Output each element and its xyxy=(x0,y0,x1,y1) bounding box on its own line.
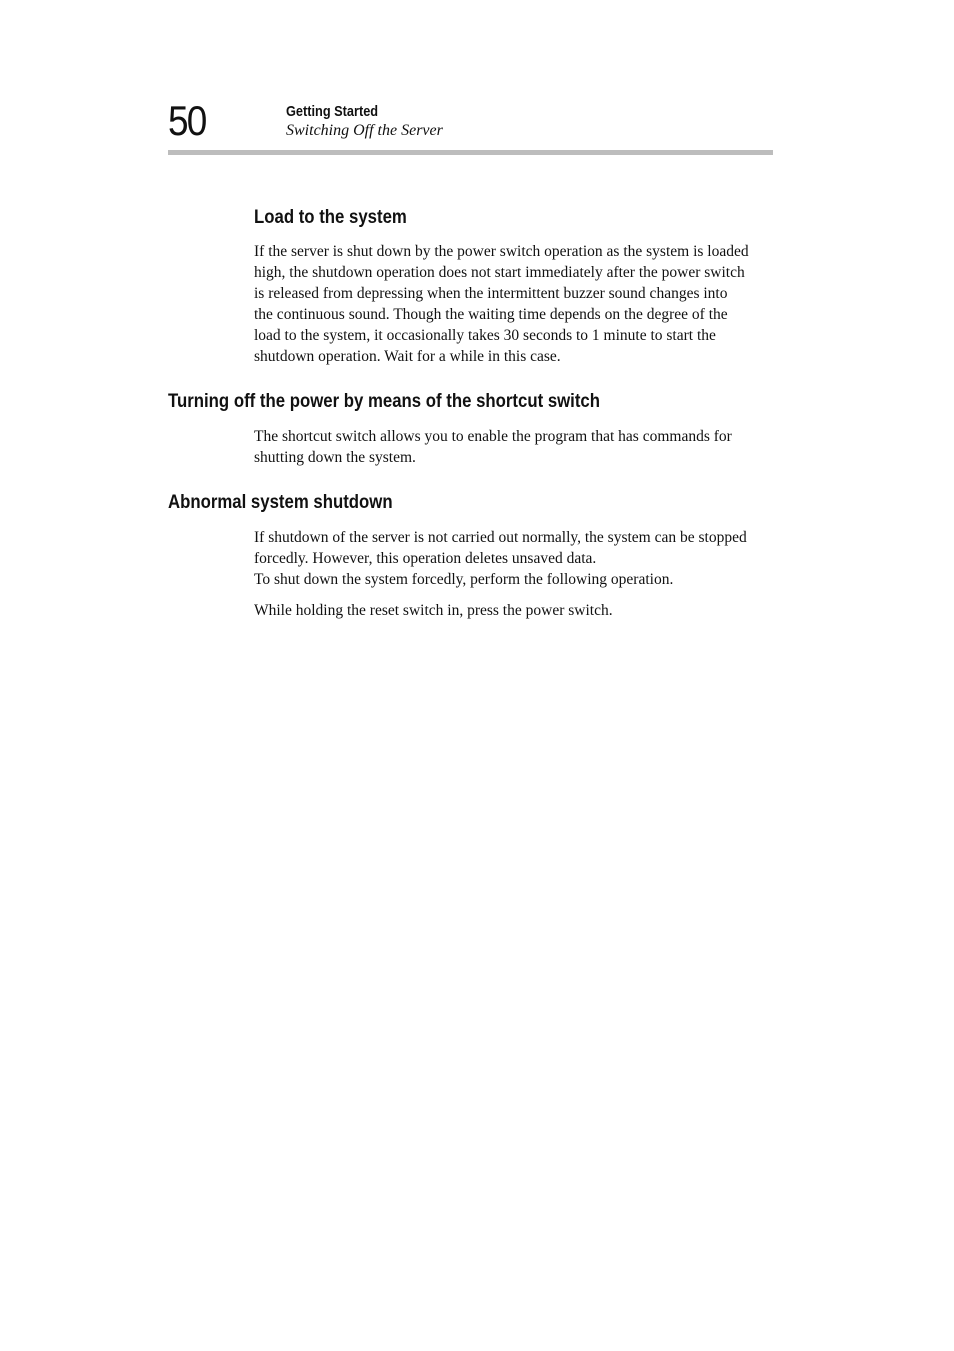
heading-abnormal-shutdown: Abnormal system shutdown xyxy=(168,491,393,513)
paragraph-line: is released from depressing when the intermittent buzzer sound changes into xyxy=(254,285,728,302)
paragraph-line: shutting down the system. xyxy=(254,449,416,466)
heading-load-to-system: Load to the system xyxy=(254,206,407,228)
paragraph-line: To shut down the system forcedly, perform the following operation. xyxy=(254,571,674,588)
paragraph-abnormal-shutdown xyxy=(254,527,774,590)
running-head xyxy=(286,103,443,140)
paragraph-line: forcedly. However, this operation deletes unsaved data. xyxy=(254,550,597,567)
paragraph-line: high, the shutdown operation does not start immediately after the power switch xyxy=(254,264,745,281)
paragraph-load-to-system xyxy=(254,241,774,367)
header-divider xyxy=(168,150,773,155)
section-title: Switching Off the Server xyxy=(286,122,443,139)
paragraph-line: While holding the reset switch in, press the power switch. xyxy=(254,602,613,619)
page-number: 50 xyxy=(168,97,206,144)
chapter-title: Getting Started xyxy=(286,103,379,120)
paragraph-line: load to the system, it occasionally takes 30 seconds to 1 minute to start the xyxy=(254,327,716,344)
paragraph-abnormal-shutdown-note xyxy=(254,600,774,621)
paragraph-line: the continuous sound. Though the waiting time depends on the degree of the xyxy=(254,306,728,323)
paragraph-shortcut-switch xyxy=(254,426,774,468)
paragraph-line: If shutdown of the server is not carried out normally, the system can be stopped xyxy=(254,529,747,546)
heading-shortcut-switch: Turning off the power by means of the shortcut switch xyxy=(168,390,601,412)
paragraph-line: If the server is shut down by the power switch operation as the system is loaded xyxy=(254,243,749,260)
paragraph-line: The shortcut switch allows you to enable the program that has commands for xyxy=(254,428,732,445)
paragraph-line: shutdown operation. Wait for a while in this case. xyxy=(254,348,561,365)
